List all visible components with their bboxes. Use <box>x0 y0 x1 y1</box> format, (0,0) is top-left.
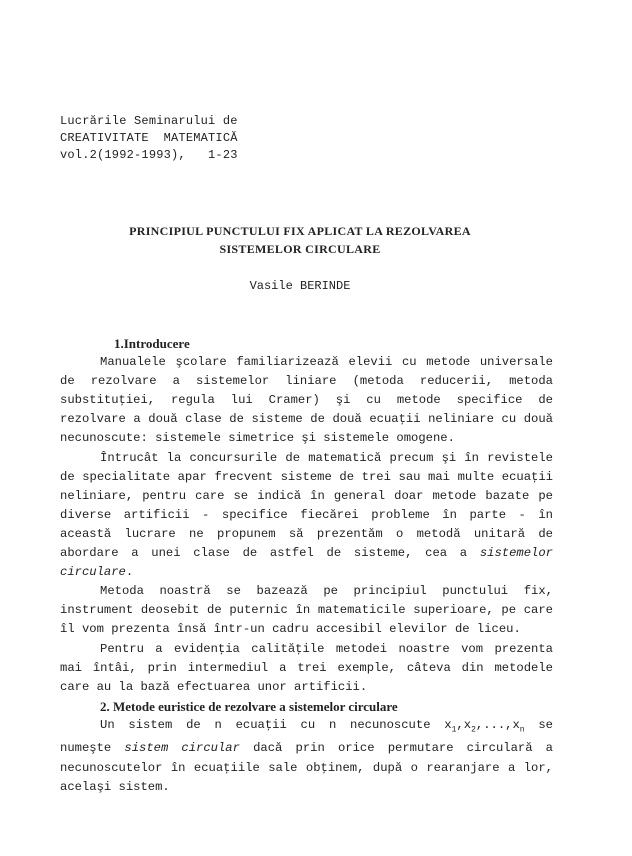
definition-text-end: dacă prin orice permutare circulară a necunoscutelor în ecuaţiile sale obţinem, după o rearanjare a lor, acelaşi sistem. <box>60 741 553 794</box>
paragraph-3: Metoda noastră se bazează pe principiul punctului fix, instrument deosebit de puternic în matematicile superioare, pe care îl vom prezenta însă într-un cadru accesibil elevilor de liceu. <box>60 584 553 637</box>
section-heading-heuristic-methods: 2. Metode euristice de rezolvare a sistemelor circulare <box>100 698 398 714</box>
definition-text-mid: se numeşte <box>60 717 553 756</box>
paragraph-2-text: Întrucât la concursurile de matematică precum şi în revistele de specialitate apar frecvent sisteme de trei sau mai multe ecuaţii neliniare, pentru care se indică în general doar metode bazate pe diverse artificii - specifice fiecărei probleme în parte - în această lucrare ne propunem să prezentăm o metodă unitară de abordare a unei clase de astfel de sisteme, cea a <box>60 450 553 561</box>
definition-sep-1: ,x <box>456 717 472 732</box>
definition-text-start: Un sistem de n ecuaţii cu n necunoscute x <box>100 717 452 732</box>
subscript-n: n <box>519 725 525 735</box>
subscript-1: 1 <box>451 725 457 735</box>
paragraph-definition <box>60 716 553 797</box>
title-line-1: PRINCIPIUL PUNCTULUI FIX APLICAT LA REZOLVAREA <box>129 224 471 238</box>
section-heading-introduction: 1.Introducere <box>114 336 190 351</box>
paragraph-4: Pentru a evidenţia calităţile metodei noastre vom prezenta mai întâi, prin intermediul a trei exemple, câteva din metodele care au la bază efectuarea unor artificii. <box>60 641 553 694</box>
definition-sep-2: ,...,x <box>475 717 520 732</box>
journal-volume-line: vol.2(1992-1993), 1-23 <box>60 148 238 162</box>
paper-body <box>60 334 553 797</box>
paragraph-2 <box>60 449 553 583</box>
journal-series-line: CREATIVITATE MATEMATICĂ <box>60 131 238 145</box>
journal-header <box>60 113 238 164</box>
definition-emphasis: sistem circular <box>124 741 240 756</box>
author-name: Vasile BERINDE <box>249 279 351 293</box>
paper-title <box>100 222 500 258</box>
paragraph-1: Manualele şcolare familiarizează elevii cu metode universale de rezolvare a sistemelor liniare (metoda reducerii, metoda substituţiei, regula lui Cramer) şi cu metode specifice de rezolvare a două clase de sisteme de două ecuaţii neliniare cu două necunoscute: sistemele simetrice şi sistemele omogene. <box>60 355 553 446</box>
paragraph-2-end: . <box>125 565 134 580</box>
paragraph-2-emphasis: sistemelor circulare <box>60 546 553 580</box>
journal-name-line: Lucrările Seminarului de <box>60 114 238 128</box>
subscript-2: 2 <box>471 725 476 735</box>
title-line-2: SISTEMELOR CIRCULARE <box>219 242 381 256</box>
